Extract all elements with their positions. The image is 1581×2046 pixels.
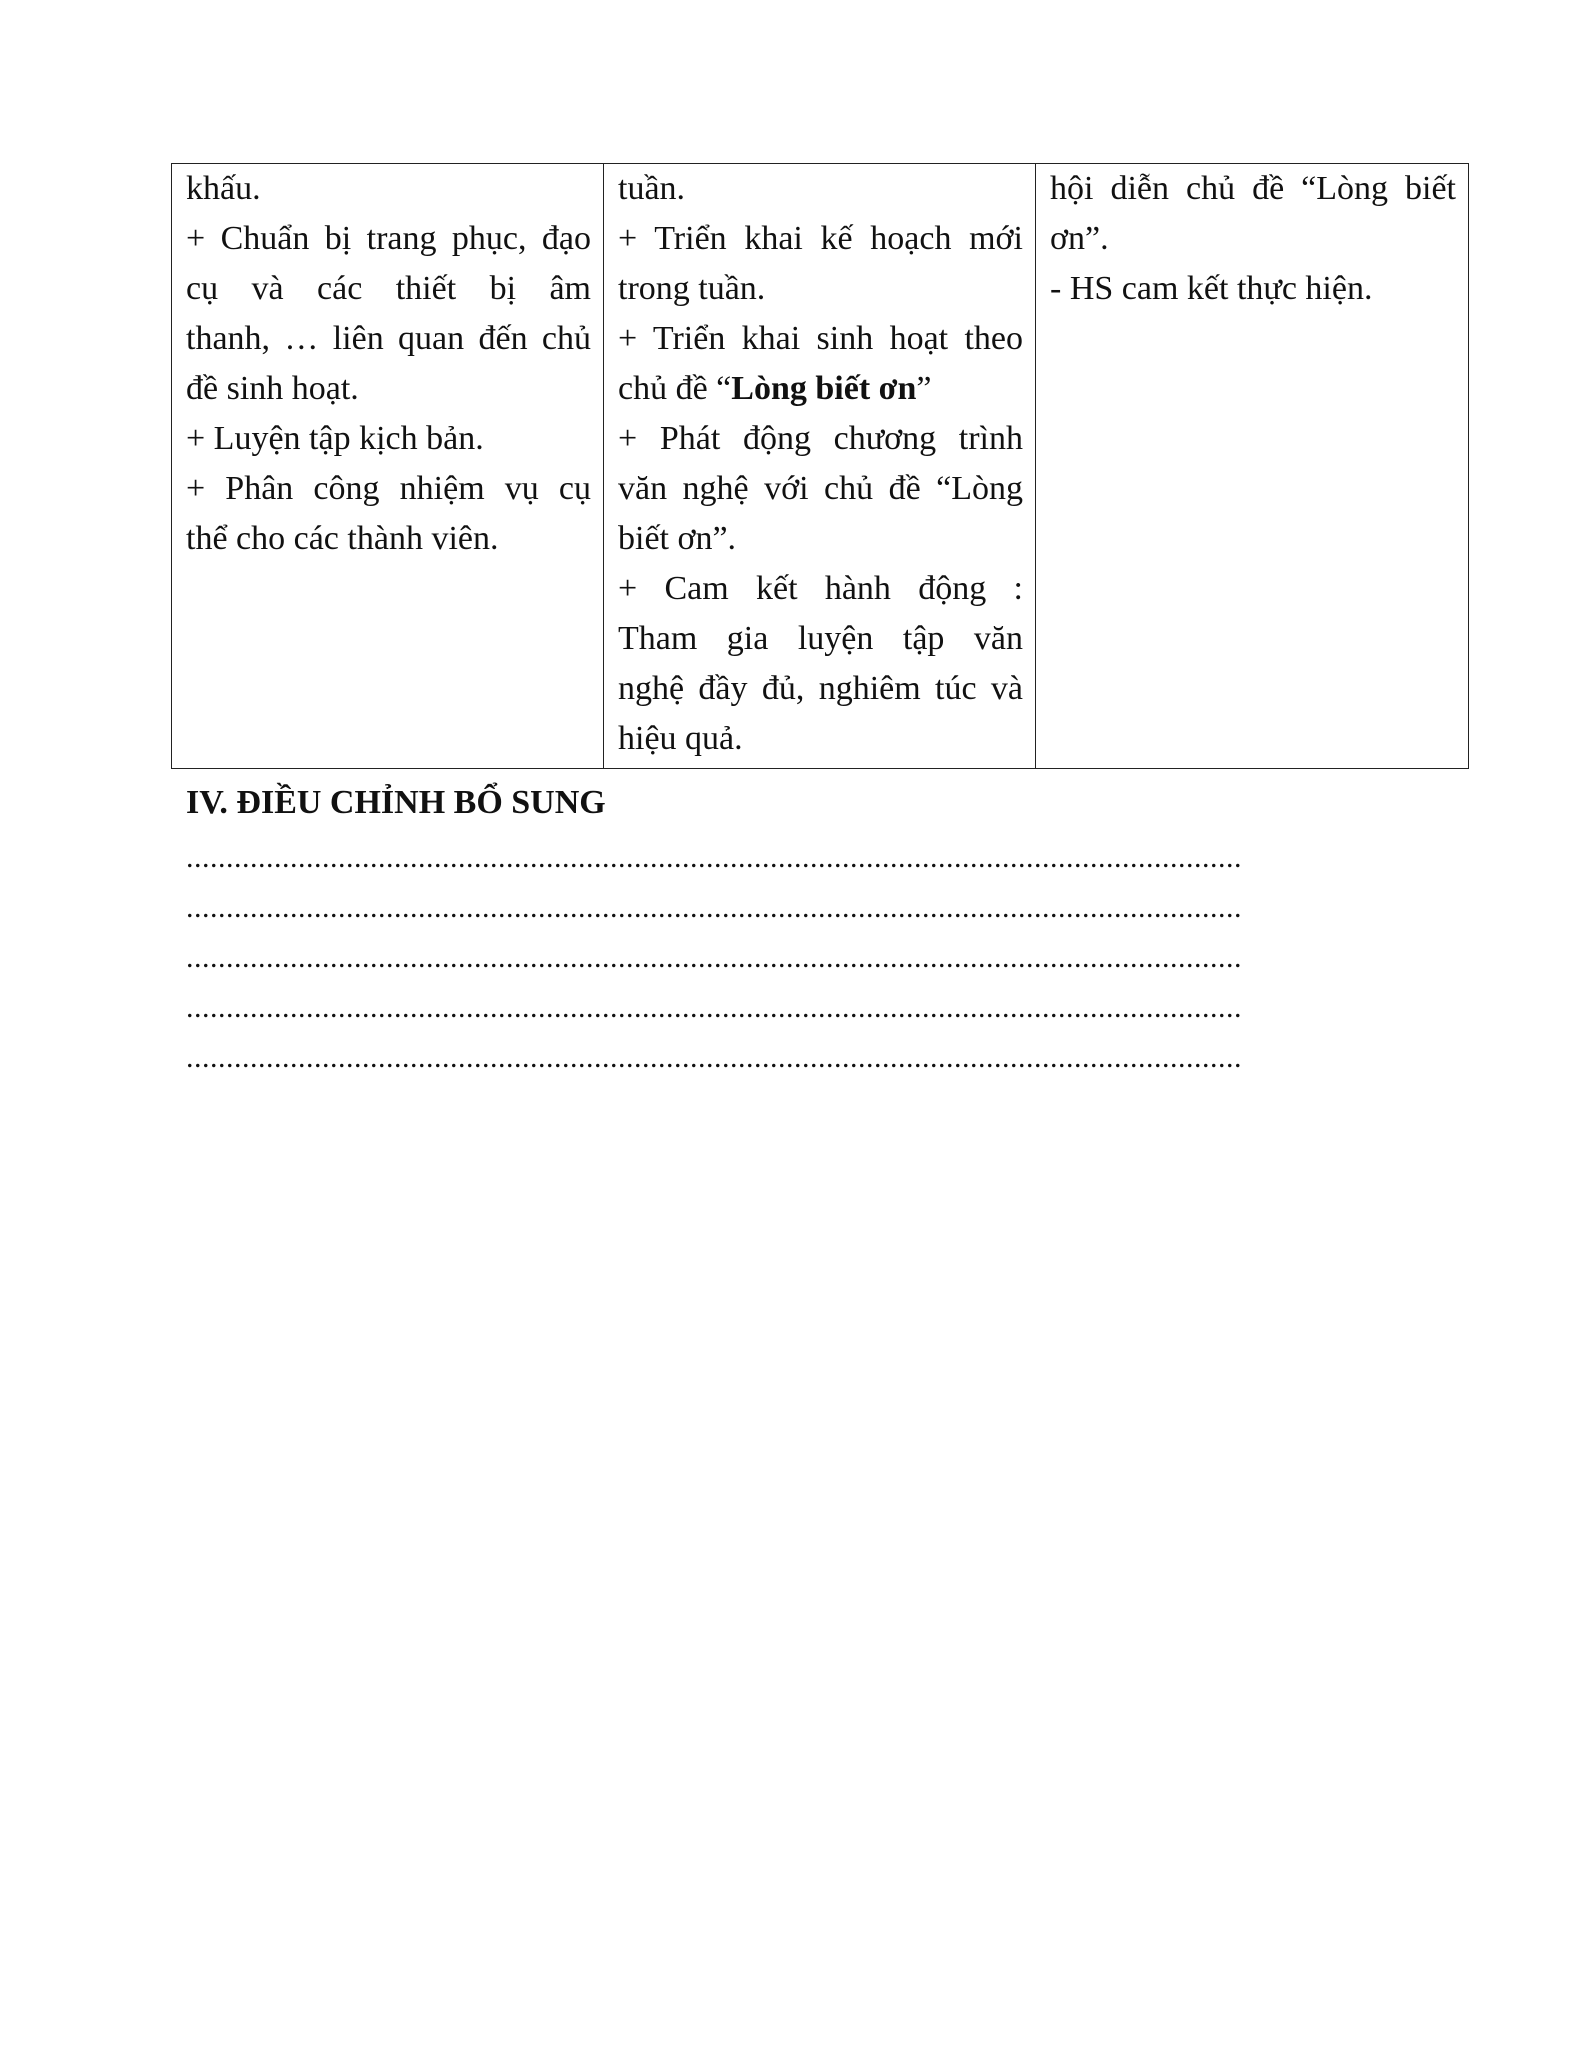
theme-suffix: ”: [916, 370, 932, 407]
theme-name: Lòng biết ơn: [731, 370, 917, 407]
cell-line: cụ và các thiết bị âm: [186, 270, 591, 307]
cell-line: + Phát động chương trình: [618, 420, 1023, 457]
cell-line: + Cam kết hành động :: [618, 570, 1023, 607]
cell-line: thể cho các thành viên.: [186, 520, 499, 557]
activity-table: [171, 163, 1469, 769]
cell-line: + Triển khai sinh hoạt theo: [618, 320, 1023, 357]
cell-line: hội diễn chủ đề “Lòng biết: [1050, 170, 1456, 207]
table-cell-preparation: [172, 164, 604, 769]
dotted-line: ....................................................................................................................................: [186, 991, 1242, 1024]
cell-line: Tham gia luyện tập văn: [618, 620, 1023, 657]
section-heading: IV. ĐIỀU CHỈNH BỔ SUNG: [186, 784, 606, 821]
cell-line: đề sinh hoạt.: [186, 370, 359, 407]
cell-line: tuần.: [618, 170, 686, 207]
cell-line: - HS cam kết thực hiện.: [1050, 270, 1373, 307]
theme-prefix: chủ đề “: [618, 370, 732, 407]
cell-line: + Chuẩn bị trang phục, đạo: [186, 220, 591, 257]
cell-line: + Triển khai kế hoạch mới: [618, 220, 1023, 257]
cell-line: văn nghệ với chủ đề “Lòng: [618, 470, 1023, 507]
dotted-line: ....................................................................................................................................: [186, 941, 1242, 974]
cell-line: nghệ đầy đủ, nghiêm túc và: [618, 670, 1023, 707]
cell-line: hiệu quả.: [618, 720, 743, 757]
cell-line: trong tuần.: [618, 270, 766, 307]
table-cell-outcome: [1036, 164, 1469, 769]
cell-line: [618, 364, 1023, 414]
dotted-line: ....................................................................................................................................: [186, 841, 1242, 874]
cell-line: ơn”.: [1050, 220, 1109, 257]
cell-line: biết ơn”.: [618, 520, 737, 557]
cell-line: + Luyện tập kịch bản.: [186, 420, 484, 457]
dotted-line: ....................................................................................................................................: [186, 891, 1242, 924]
cell-line: khấu.: [186, 170, 261, 207]
dotted-line: ....................................................................................................................................: [186, 1041, 1242, 1074]
cell-line: thanh, … liên quan đến chủ: [186, 320, 591, 357]
cell-line: + Phân công nhiệm vụ cụ: [186, 470, 591, 507]
table-cell-activities: [604, 164, 1036, 769]
table-row: [172, 164, 1469, 769]
